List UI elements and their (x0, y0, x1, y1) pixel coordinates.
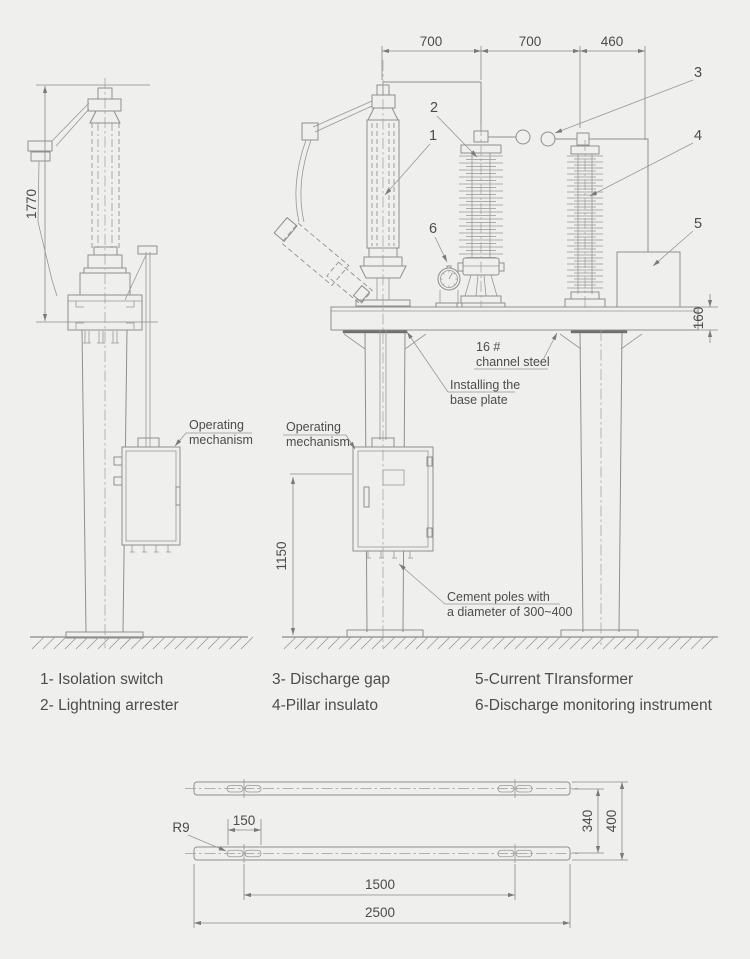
plan-view-figure (172, 779, 628, 928)
legend-item-5: 5-Current TIransformer (475, 671, 634, 688)
dim-2500: 2500 (364, 905, 396, 920)
monitoring-instrument-drawing (436, 266, 462, 307)
legend-item-4: 4-Pillar insulato (272, 697, 378, 714)
dim-340: 340 (580, 809, 595, 833)
callout-5: 5 (693, 216, 703, 232)
arrester-side-drawing (28, 78, 180, 648)
steel-line1: 16 # (476, 340, 501, 354)
op-mid-line1: Operating (286, 420, 341, 434)
dim-150: 150 (232, 813, 256, 828)
dim-1770: 1770 (24, 188, 39, 220)
side-view-figure (24, 78, 253, 649)
callout-3: 3 (693, 65, 703, 81)
dim-700-right: 700 (518, 34, 542, 49)
callouts (385, 65, 702, 266)
op-left-line2: mechanism (189, 433, 253, 447)
dim-400: 400 (604, 809, 619, 833)
front-view-figure (272, 34, 718, 649)
operating-mechanism-label-left (175, 418, 253, 447)
callout-2: 2 (429, 100, 439, 116)
legend (40, 671, 713, 714)
cement-line2: a diameter of 300~400 (447, 605, 573, 619)
channel-bar-bottom (185, 844, 578, 863)
plate-line1: Installing the (450, 378, 521, 392)
steel-line2: channel steel (476, 355, 550, 369)
operating-mechanism-mid-drawing (353, 447, 433, 558)
plate-line2: base plate (450, 393, 508, 407)
operating-mechanism-label-mid (283, 420, 355, 449)
base-plate-label (407, 332, 520, 407)
dim-460: 460 (600, 34, 624, 49)
callout-4: 4 (693, 128, 703, 144)
callout-6: 6 (428, 221, 438, 237)
channel-steel-label (474, 333, 557, 369)
pillar-insulator-drawing (565, 140, 605, 312)
dim-r9: R9 (172, 820, 190, 835)
cement-poles-label (399, 564, 572, 619)
legend-item-2: 2- Lightning arrester (40, 697, 179, 714)
current-transformer-drawing (617, 252, 680, 307)
callout-1: 1 (428, 128, 438, 144)
cement-line1: Cement poles with (447, 590, 550, 604)
isolation-switch-drawing (272, 85, 410, 447)
dim-1150: 1150 (274, 541, 289, 571)
legend-item-1: 1- Isolation switch (40, 671, 164, 688)
op-left-line1: Operating (189, 418, 244, 432)
channel-steel-beam (331, 307, 698, 330)
dim-160: 160 (691, 306, 706, 330)
channel-bar-top (185, 779, 578, 798)
dim-1500: 1500 (364, 877, 396, 892)
legend-item-6: 6-Discharge monitoring instrument (475, 697, 712, 714)
op-mid-line2: mechanism (286, 435, 350, 449)
dim-700-left: 700 (419, 34, 443, 49)
legend-item-3: 3- Discharge gap (272, 671, 391, 688)
